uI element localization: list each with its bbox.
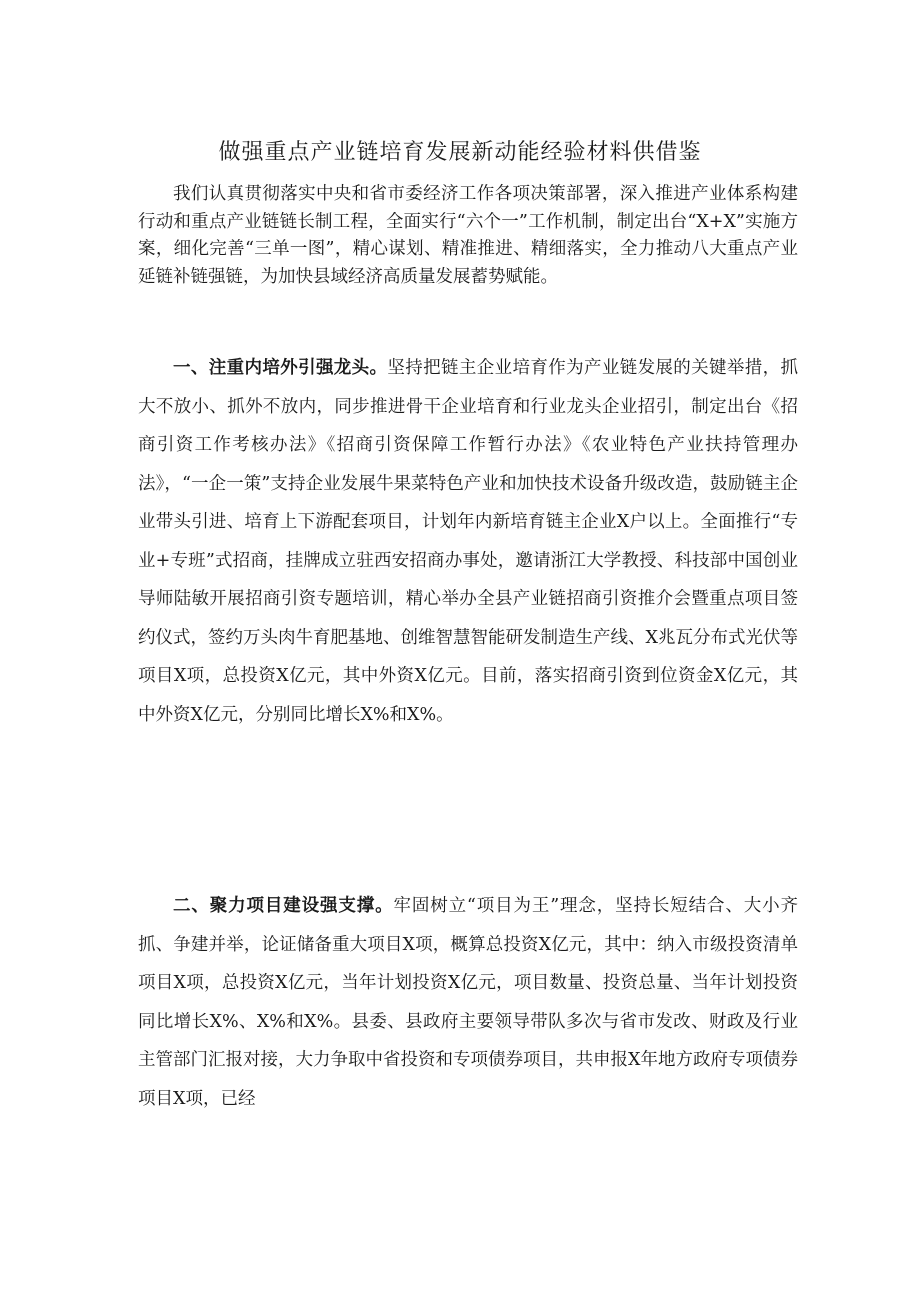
intro-paragraph: 我们认真贯彻落实中央和省市委经济工作各项决策部署，深入推进产业体系构建行动和重点产业链链长制工程，全面实行“六个一”工作机制，制定出台“X+X”实施方案，细化完善“三单一图”，精心谋划、精准推进、精细落实，全力推动八大重点产业延链补链强链，为加快县域经济高质量发展蓄势赋能。 bbox=[138, 184, 798, 287]
section-body-2: 牢固树立“项目为王”理念，坚持长短结合、大小齐抓、争建并举，论证储备重大项目X项，概算总投资X亿元，其中：纳入市级投资清单项目X项，总投资X亿元，当年计划投资X亿元，项目数量、投资总量、当年计划投资同比增长X%、X%和X%。县委、县政府主要领导带队多次与省市发改、财政及行业主管部门汇报对接，大力争取中省投资和专项债券项目，共申报X年地方政府专项债券项目X项，已经 bbox=[138, 896, 798, 1109]
section-heading-1: 一、注重内培外引强龙头。 bbox=[173, 358, 388, 378]
page-title: 做强重点产业链培育发展新动能经验材料供借鉴 bbox=[218, 140, 702, 165]
section-body-1: 坚持把链主企业培育作为产业链发展的关键举措，抓大不放小、抓外不放内，同步推进骨干企业培育和行业龙头企业招引，制定出台《招商引资工作考核办法》《招商引资保障工作暂行办法》《农业特色产业扶持管理办法》，“一企一策”支持企业发展牛果菜特色产业和加快技术设备升级改造，鼓励链主企业带头引进、培育上下游配套项目，计划年内新培育链主企业X户以上。全面推行“专业+专班”式招商，挂牌成立驻西安招商办事处，邀请浙江大学教授、科技部中国创业导师陆敏开展招商引资专题培训，精心举办全县产业链招商引资推介会暨重点项目签约仪式，签约万头肉牛育肥基地、创维智慧智能研发制造生产线、X兆瓦分布式光伏等项目X项，总投资X亿元，其中外资X亿元。目前，落实招商引资到位资金X亿元，其中外资X亿元，分别同比增长X%和X%。 bbox=[138, 358, 799, 725]
section-paragraph-1 bbox=[138, 349, 798, 734]
section-paragraph-2 bbox=[138, 887, 798, 1118]
section-heading-2: 二、聚力项目建设强支撑。 bbox=[173, 896, 394, 916]
